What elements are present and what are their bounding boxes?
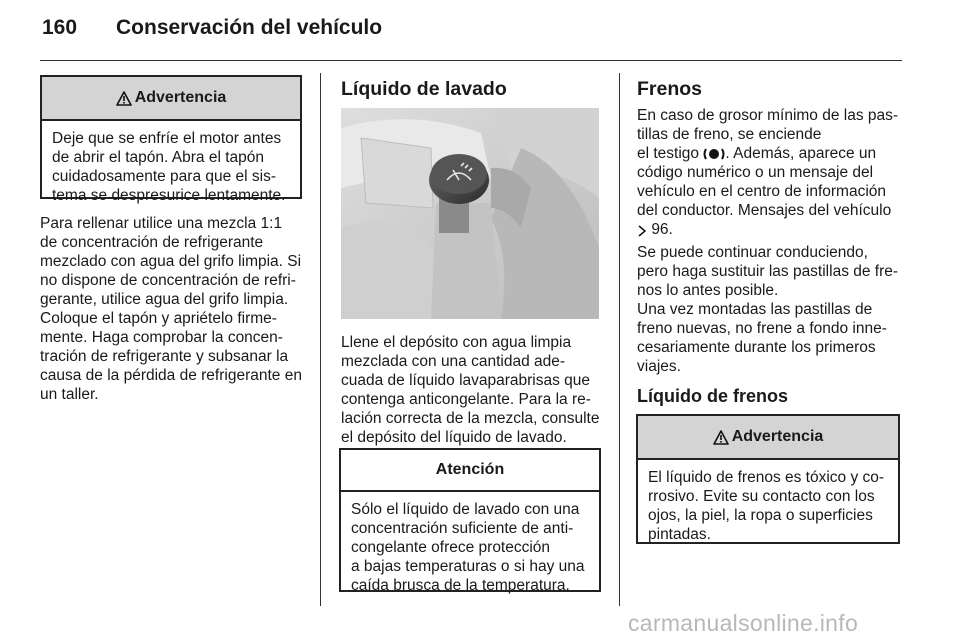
text-line: contenga anticongelante. Para la re- [341, 391, 591, 408]
text-fragment: el testigo [637, 145, 700, 162]
text-line: Llene el depósito con agua limpia [341, 334, 572, 351]
text-line: Coloque el tapón y apriételo firme- [40, 310, 277, 327]
warning-box-text [42, 121, 300, 205]
text-line [637, 220, 903, 239]
text-line: cuidadosamente para que el sis- [52, 168, 277, 185]
text-line: nos lo antes posible. [637, 282, 779, 299]
text-line: tración de refrigerante y subsanar la [40, 348, 289, 365]
text-line: Sólo el líquido de lavado con una [351, 501, 580, 518]
text-line: Una vez montadas las pastillas de [637, 301, 873, 318]
notice-box-washer [339, 448, 601, 592]
washer-reservoir-photo [341, 108, 599, 319]
text-line: del conductor. Mensajes del vehículo [637, 202, 892, 219]
page-title: Conservación del vehículo [116, 16, 383, 39]
text-line: pintadas. [648, 526, 711, 543]
text-line: causa de la pérdida de refrigerante en [40, 367, 302, 384]
section-title-brake-fluid: Líquido de frenos [637, 386, 788, 406]
text-line: viajes. [637, 358, 681, 375]
washer-fluid-paragraph [341, 333, 611, 447]
warning-box-title: Advertencia [731, 428, 824, 445]
text-fragment: . Además, aparece un [725, 145, 877, 162]
coolant-refill-paragraph [40, 214, 308, 404]
text-line: pero haga sustituir las pastillas de fre- [637, 263, 899, 280]
header-rule [40, 60, 902, 61]
page-reference-number: 96. [651, 221, 673, 238]
text-line: a bajas temperaturas o si hay una [351, 558, 585, 575]
page-number: 160 [42, 16, 78, 39]
text-line: Se puede continuar conduciendo, [637, 244, 868, 261]
column-divider-right [619, 73, 620, 606]
warning-triangle-icon [713, 430, 729, 445]
text-line: vehículo en el centro de información [637, 183, 887, 200]
text-line: mezclado con agua del grifo limpia. Si [40, 253, 302, 270]
text-line: de concentración de refrigerante [40, 234, 264, 251]
text-line: lación correcta de la mezcla, consulte [341, 410, 600, 427]
brakes-paragraph-3 [637, 300, 903, 376]
text-line: rrosivo. Evite su contacto con los [648, 488, 875, 505]
text-line: mente. Haga comprobar la concen- [40, 329, 283, 346]
watermark: carmanualsonline.info [628, 610, 859, 636]
brake-pad-warning-icon [703, 147, 725, 161]
text-line: concentración suficiente de anti- [351, 520, 574, 537]
text-line: freno nuevas, no frene a fondo inne- [637, 320, 887, 337]
text-line: Deje que se enfríe el motor antes [52, 130, 282, 147]
notice-box-text [341, 492, 599, 595]
section-title-brakes: Frenos [637, 78, 703, 100]
text-line: gerante, utilice agua del grifo limpia. [40, 291, 289, 308]
section-title-washer-fluid: Líquido de lavado [341, 78, 507, 100]
text-line: cuada de líquido lavaparabrisas que [341, 372, 591, 389]
text-line: tema se despresurice lentamente. [52, 187, 286, 204]
page-reference-arrow-icon [637, 225, 647, 237]
notice-box-title: Atención [435, 461, 505, 478]
text-line: En caso de grosor mínimo de las pas- [637, 107, 899, 124]
text-line: el depósito del líquido de lavado. [341, 429, 567, 446]
text-line: código numérico o un mensaje del [637, 164, 874, 181]
text-line: caída brusca de la temperatura. [351, 577, 570, 594]
text-line: de abrir el tapón. Abra el tapón [52, 149, 264, 166]
warning-box-header [42, 77, 300, 121]
text-line: no dispone de concentración de refri- [40, 272, 296, 289]
text-line: cesariamente durante los primeros [637, 339, 876, 356]
warning-box-text [638, 460, 898, 544]
brakes-paragraph-2 [637, 243, 903, 300]
text-line: ojos, la piel, la ropa o superficies [648, 507, 873, 524]
text-line: Para rellenar utilice una mezcla 1:1 [40, 215, 283, 232]
column-divider-left [320, 73, 321, 606]
warning-box-coolant [40, 75, 302, 204]
warning-triangle-icon [116, 91, 132, 106]
warning-box-brake-fluid [636, 414, 900, 544]
brakes-paragraph-1 [637, 106, 903, 239]
text-line [637, 144, 903, 163]
text-line: tillas de freno, se enciende [637, 126, 822, 143]
text-line: un taller. [40, 386, 99, 403]
warning-box-header [638, 416, 898, 460]
text-line: congelante ofrece protección [351, 539, 551, 556]
text-line: El líquido de frenos es tóxico y co- [648, 469, 885, 486]
warning-box-title: Advertencia [134, 89, 227, 106]
text-line: mezclada con una cantidad ade- [341, 353, 566, 370]
notice-box-header [341, 450, 599, 492]
